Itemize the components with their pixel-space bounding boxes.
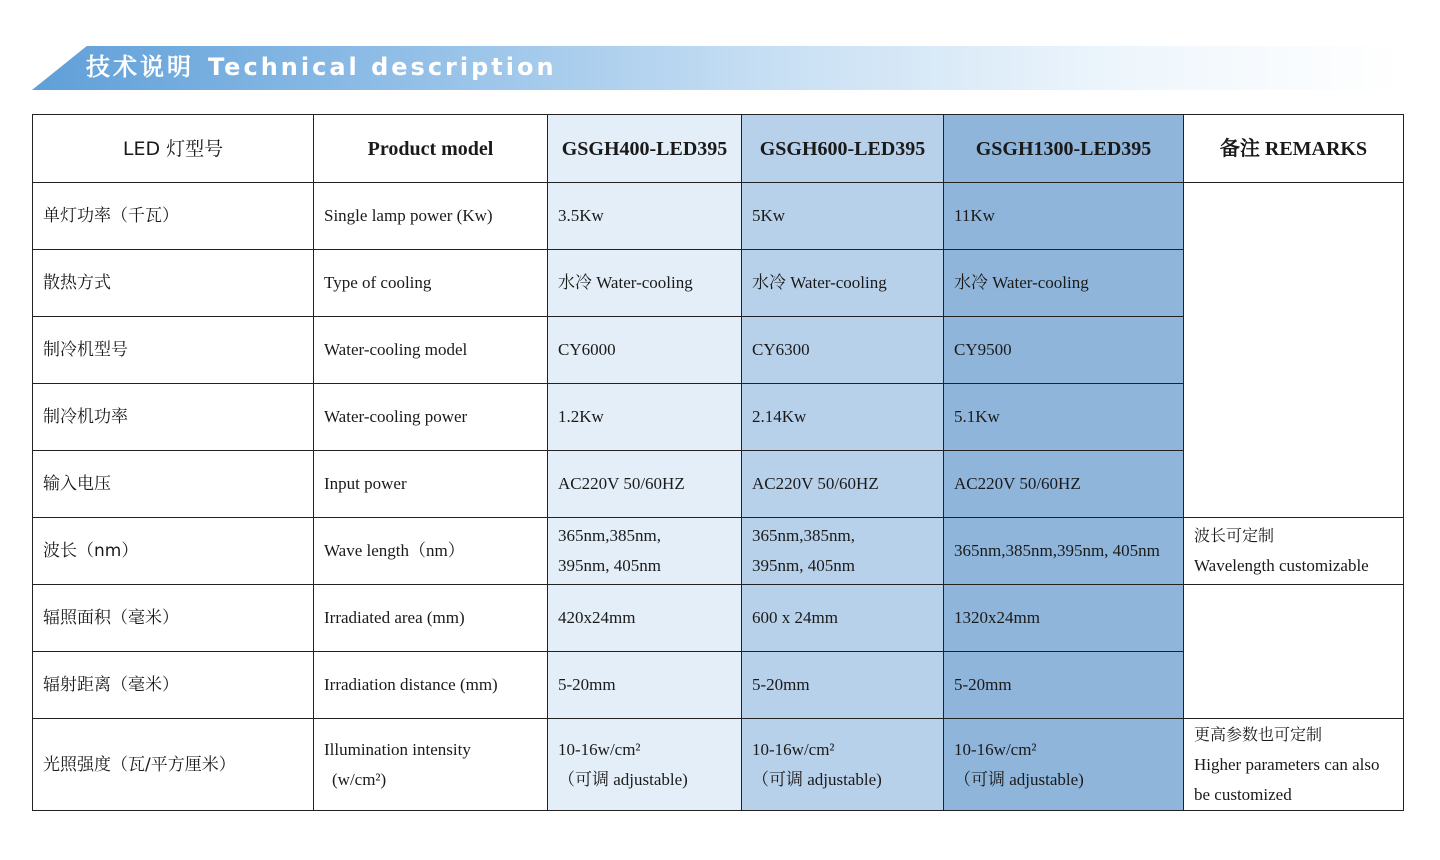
row-label-en: Type of cooling bbox=[314, 250, 548, 317]
cell-gsgh400: 3.5Kw bbox=[548, 183, 742, 250]
table-header-row bbox=[33, 115, 1404, 183]
row-label-en: Irradiation distance (mm) bbox=[314, 652, 548, 719]
remark-empty bbox=[1184, 183, 1404, 518]
row-label-cn: 散热方式 bbox=[33, 250, 314, 317]
remark-cell bbox=[1184, 719, 1404, 811]
cell-line: 365nm,385nm, bbox=[752, 526, 855, 545]
remark-empty bbox=[1184, 585, 1404, 719]
row-label-cn: 光照强度（瓦/平方厘米） bbox=[33, 719, 314, 811]
row-label-cn: 制冷机型号 bbox=[33, 317, 314, 384]
cell-gsgh1300: 水冷 Water-cooling bbox=[944, 250, 1184, 317]
spec-table bbox=[32, 114, 1404, 811]
section-title-en: Technical description bbox=[208, 53, 557, 81]
cell-gsgh1300: 11Kw bbox=[944, 183, 1184, 250]
cell-gsgh600: AC220V 50/60HZ bbox=[742, 451, 944, 518]
row-label-en bbox=[314, 719, 548, 811]
header-product-model: Product model bbox=[314, 115, 548, 183]
cell-gsgh400: 5-20mm bbox=[548, 652, 742, 719]
row-label-cn: 输入电压 bbox=[33, 451, 314, 518]
row-label-en: Water-cooling power bbox=[314, 384, 548, 451]
cell-gsgh1300: 1320x24mm bbox=[944, 585, 1184, 652]
row-label-en: Single lamp power (Kw) bbox=[314, 183, 548, 250]
cell-gsgh600: 2.14Kw bbox=[742, 384, 944, 451]
cell-line: （可调 adjustable) bbox=[558, 769, 688, 789]
cell-gsgh400 bbox=[548, 719, 742, 811]
cell-line: 395nm, 405nm bbox=[558, 556, 661, 575]
row-label-cn: 单灯功率（千瓦） bbox=[33, 183, 314, 250]
row-label-cn: 辐照面积（毫米） bbox=[33, 585, 314, 652]
cell-gsgh400: AC220V 50/60HZ bbox=[548, 451, 742, 518]
row-label-en: Input power bbox=[314, 451, 548, 518]
cell-line: (w/cm²) bbox=[332, 769, 387, 789]
remark-cn: 波长可定制 bbox=[1194, 526, 1275, 545]
remark-en: Wavelength customizable bbox=[1194, 556, 1369, 575]
cell-gsgh600: 5Kw bbox=[742, 183, 944, 250]
cell-gsgh600: 5-20mm bbox=[742, 652, 944, 719]
cell-gsgh600 bbox=[742, 518, 944, 585]
cell-gsgh400: 水冷 Water-cooling bbox=[548, 250, 742, 317]
cell-gsgh1300: 5-20mm bbox=[944, 652, 1184, 719]
cell-gsgh1300: 365nm,385nm,395nm, 405nm bbox=[944, 518, 1184, 585]
row-label-cn: 波长（nm） bbox=[33, 518, 314, 585]
header-gsgh1300: GSGH1300-LED395 bbox=[944, 115, 1184, 183]
header-gsgh600: GSGH600-LED395 bbox=[742, 115, 944, 183]
table-row bbox=[33, 183, 1404, 250]
remark-en: be customized bbox=[1194, 784, 1292, 804]
cell-gsgh1300: 5.1Kw bbox=[944, 384, 1184, 451]
cell-gsgh600 bbox=[742, 719, 944, 811]
remark-cell bbox=[1184, 518, 1404, 585]
row-label-en: Wave length（nm） bbox=[314, 518, 548, 585]
section-title bbox=[86, 50, 557, 84]
cell-line: （可调 adjustable) bbox=[954, 769, 1084, 789]
cell-gsgh600: CY6300 bbox=[742, 317, 944, 384]
cell-line: Illumination intensity bbox=[324, 739, 471, 759]
header-gsgh400: GSGH400-LED395 bbox=[548, 115, 742, 183]
cell-gsgh600: 水冷 Water-cooling bbox=[742, 250, 944, 317]
table-row bbox=[33, 719, 1404, 811]
row-label-en: Water-cooling model bbox=[314, 317, 548, 384]
cell-line: 10-16w/cm² bbox=[954, 739, 1037, 759]
cell-line: 10-16w/cm² bbox=[558, 739, 641, 759]
cell-gsgh400: 1.2Kw bbox=[548, 384, 742, 451]
cell-gsgh400 bbox=[548, 518, 742, 585]
cell-gsgh1300: CY9500 bbox=[944, 317, 1184, 384]
row-label-en: Irradiated area (mm) bbox=[314, 585, 548, 652]
cell-gsgh400: 420x24mm bbox=[548, 585, 742, 652]
cell-gsgh400: CY6000 bbox=[548, 317, 742, 384]
cell-line: 395nm, 405nm bbox=[752, 556, 855, 575]
remark-en: Higher parameters can also bbox=[1194, 754, 1380, 774]
cell-line: （可调 adjustable) bbox=[752, 769, 882, 789]
header-remarks: 备注 REMARKS bbox=[1184, 115, 1404, 183]
table-row bbox=[33, 585, 1404, 652]
section-title-cn: 技术说明 bbox=[86, 53, 194, 81]
row-label-cn: 辐射距离（毫米） bbox=[33, 652, 314, 719]
row-label-cn: 制冷机功率 bbox=[33, 384, 314, 451]
remark-cn: 更高参数也可定制 bbox=[1194, 724, 1323, 744]
cell-gsgh600: 600 x 24mm bbox=[742, 585, 944, 652]
header-led-model: LED 灯型号 bbox=[33, 115, 314, 183]
cell-gsgh1300: AC220V 50/60HZ bbox=[944, 451, 1184, 518]
cell-line: 10-16w/cm² bbox=[752, 739, 835, 759]
table-row bbox=[33, 518, 1404, 585]
cell-line: 365nm,385nm, bbox=[558, 526, 661, 545]
cell-gsgh1300 bbox=[944, 719, 1184, 811]
